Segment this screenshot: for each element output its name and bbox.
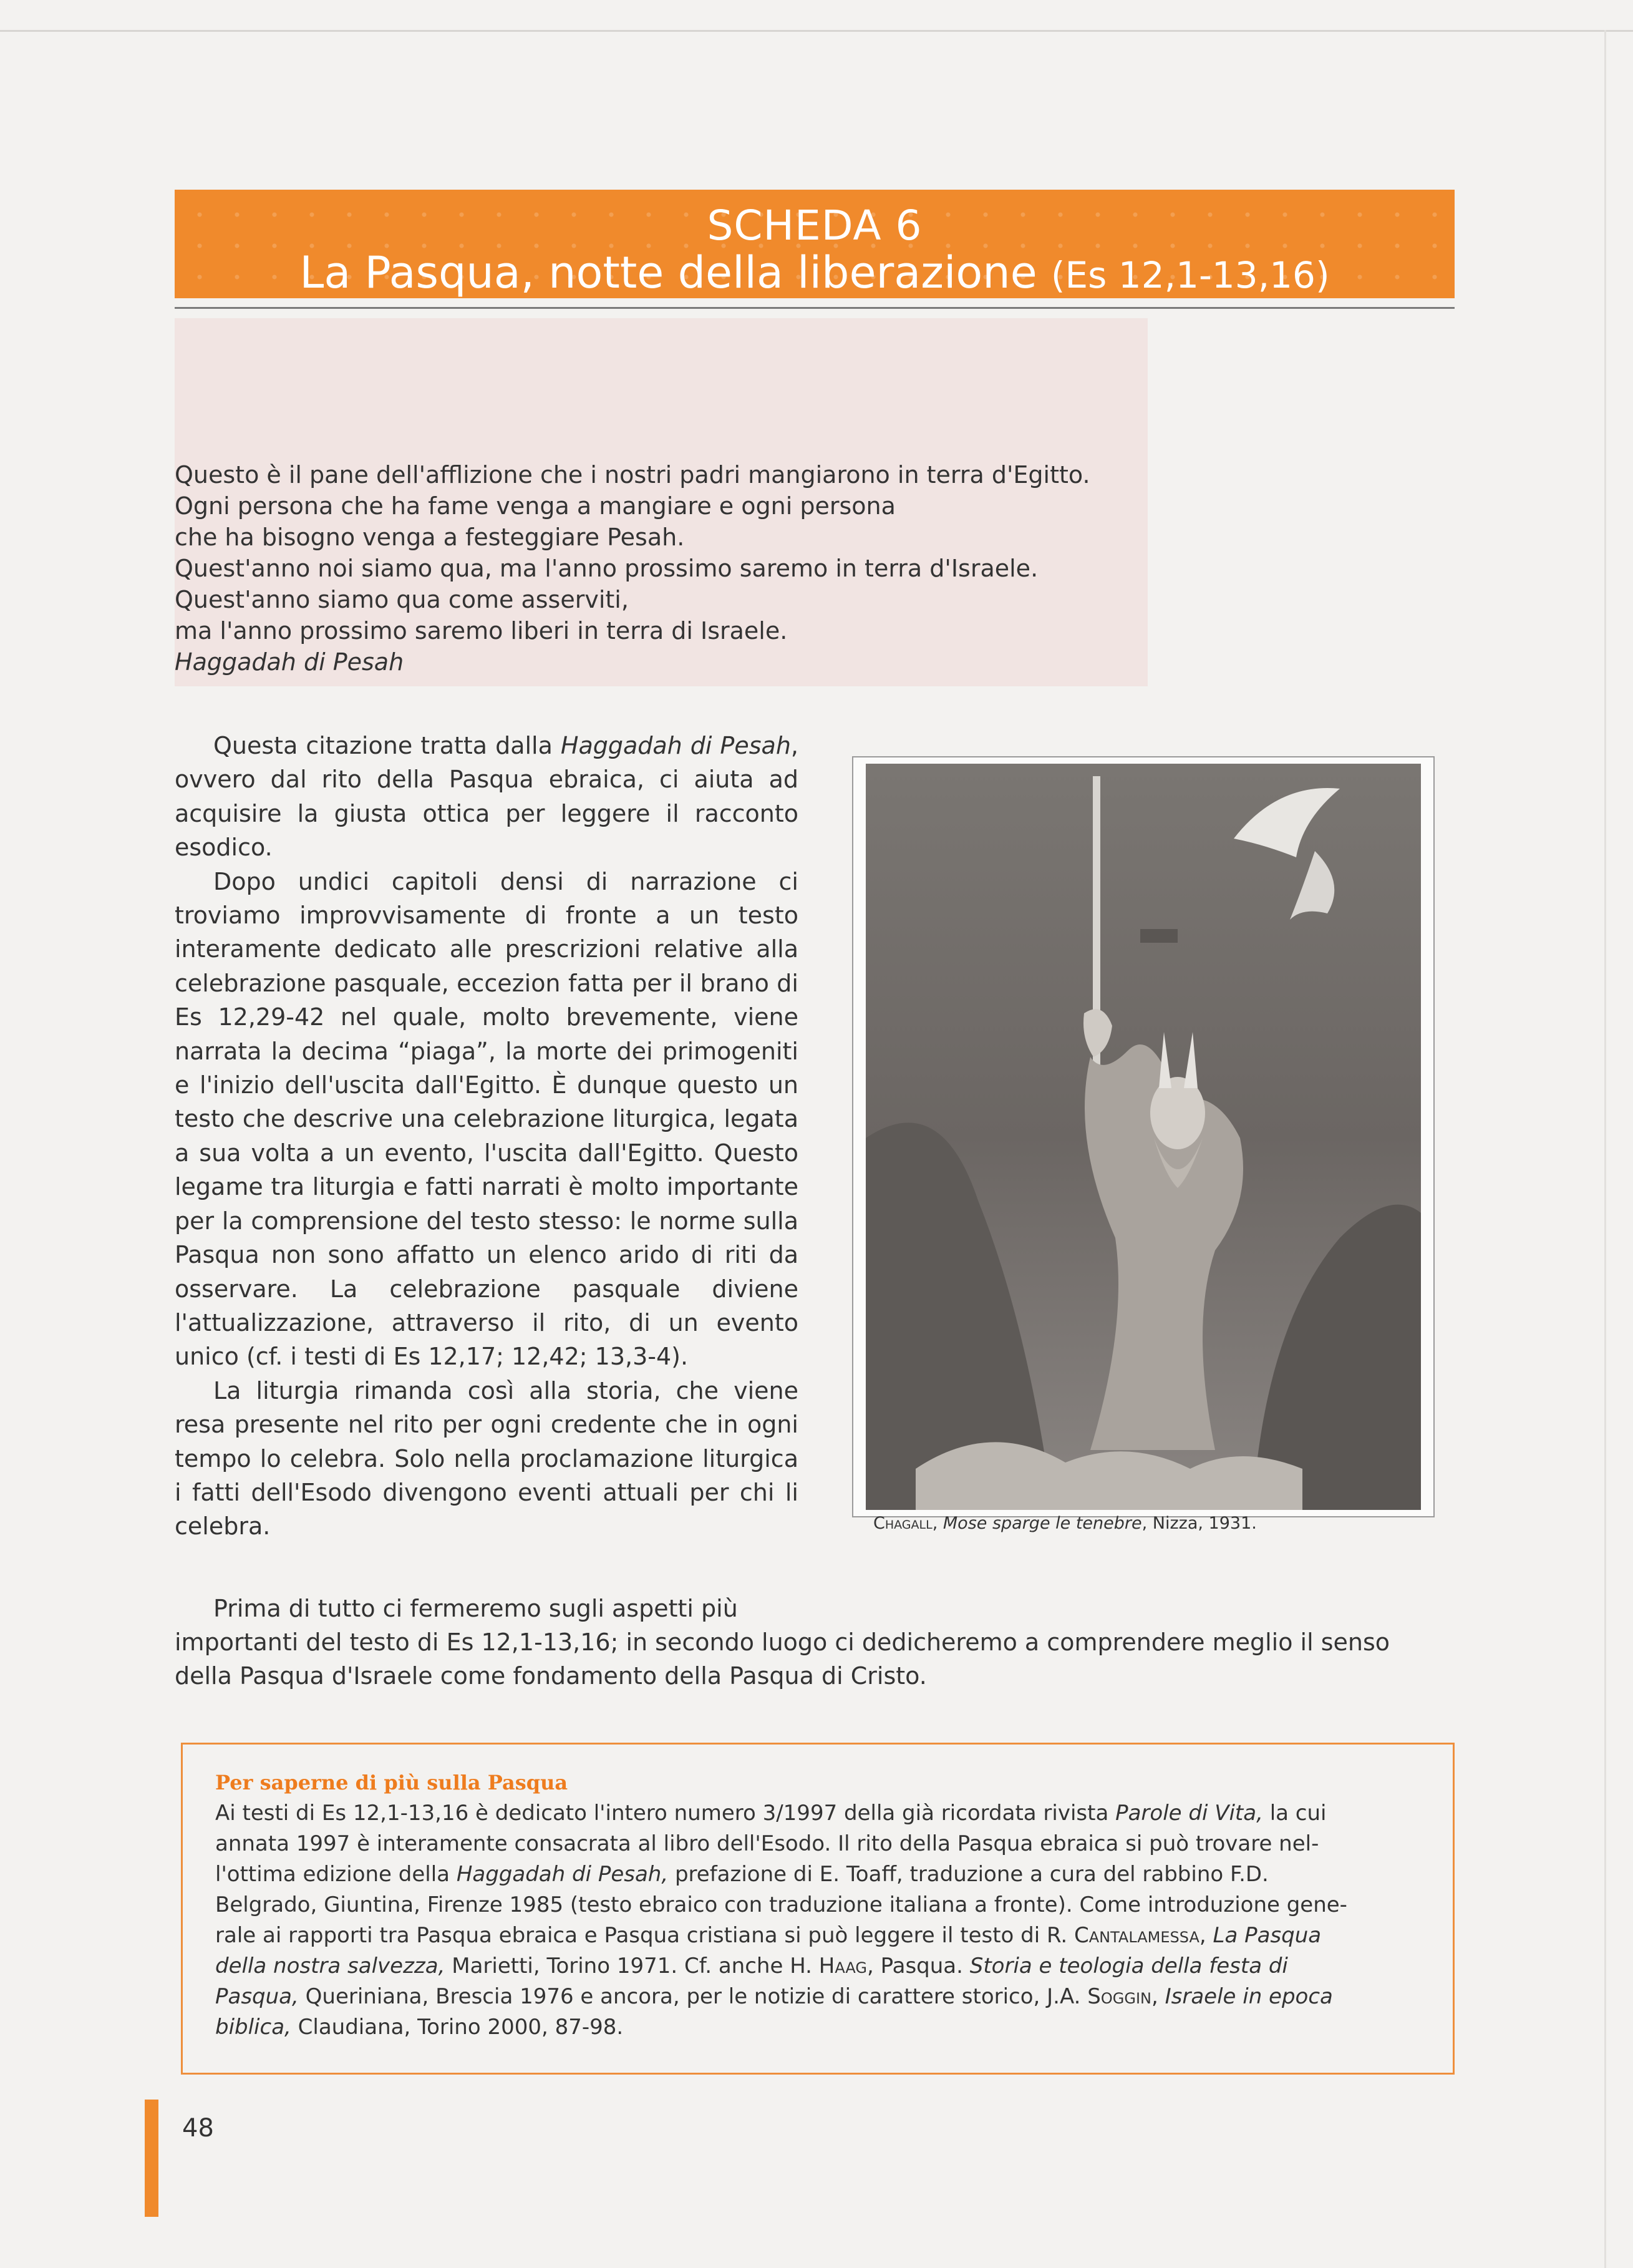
body-continuation [175, 1592, 1460, 1693]
quote-line: Quest'anno noi siamo qua, ma l'anno prossimo saremo in terra d'Israele. [175, 555, 1039, 582]
paragraph-4-line: importanti del testo di Es 12,1-13,16; in secondo luogo ci dedicheremo a comprendere meglio il senso [175, 1628, 1390, 1656]
quote-source: Haggadah di Pesah [175, 648, 404, 676]
scheda-label: SCHEDA 6 [707, 202, 923, 250]
caption-title: Mose sparge le tenebre [942, 1514, 1142, 1533]
box-line [215, 1859, 1425, 1890]
text-emphasis: Pasqua, [215, 1984, 299, 2009]
text-span: Questa citazione tratta dalla [213, 732, 561, 759]
text-emphasis: Parole di Vita, [1115, 1801, 1263, 1826]
further-reading-box [181, 1743, 1455, 2075]
text-span: Queriniana, Brescia 1976 e ancora, per le notizie di carattere storico, J.A. [298, 1984, 1088, 2009]
text-span: rale ai rapporti tra Pasqua ebraica e Pasqua cristiana si può leggere il testo di R. [215, 1923, 1074, 1948]
box-line: annata 1997 è interamente consacrata al libro dell'Esodo. Il rito della Pasqua ebraica si può trovare nel- [215, 1831, 1319, 1856]
title-reference: (Es 12,1-13,16) [1050, 254, 1330, 296]
box-line [215, 2012, 1425, 2043]
text-emphasis: Storia e teologia della festa di [969, 1954, 1288, 1978]
text-span: Claudiana, Torino 2000, 87-98. [291, 2015, 624, 2040]
quote-line: Questo è il pane dell'afflizione che i nostri padri mangiarono in terra d'Egitto. [175, 461, 1090, 489]
paragraph-3: La liturgia rimanda così alla storia, che viene resa presente nel rito per ogni credente che in ogni tempo lo celebra. Solo nella proclamazione liturgica i fatti dell'Esodo divengono eventi attuali per chi li celebra. [175, 1376, 798, 1540]
text-span: Ai testi di Es 12,1-13,16 è dedicato l'intero numero 3/1997 della già ricordata rivista [215, 1801, 1116, 1826]
scan-edge-right [1604, 30, 1606, 2268]
title-text: La Pasqua, notte della liberazione [299, 247, 1051, 298]
paragraph-4-line: Prima di tutto ci fermeremo sugli aspetti più [213, 1595, 738, 1622]
quote-line: Ogni persona che ha fame venga a mangiare e ogni persona [175, 492, 896, 520]
page-number-bar [145, 2100, 158, 2217]
header-band [175, 190, 1455, 298]
text-emphasis: della nostra salvezza, [215, 1954, 445, 1978]
text-span: la cui [1262, 1801, 1327, 1826]
text-span: l'ottima edizione della [215, 1862, 457, 1887]
page-title [175, 248, 1455, 299]
text-smallcaps: Soggin [1087, 1984, 1151, 2009]
text-span: , [1199, 1923, 1213, 1948]
quote-line: ma l'anno prossimo saremo liberi in terra di Israele. [175, 617, 788, 645]
box-line [215, 1798, 1425, 1829]
header-divider [175, 307, 1455, 309]
text-emphasis: La Pasqua [1213, 1923, 1322, 1948]
hebrew-inscription [1140, 929, 1178, 943]
text-emphasis: Israele in epoca [1165, 1984, 1333, 2009]
text-span: Marietti, Torino 1971. Cf. anche H. [445, 1954, 819, 1978]
text-span: , Pasqua. [867, 1954, 970, 1978]
text-span: prefazione di E. Toaff, traduzione a cura del rabbino F.D. [668, 1862, 1269, 1887]
text-smallcaps: Cantalamessa [1074, 1923, 1199, 1948]
text-smallcaps: Haag [818, 1954, 868, 1978]
text-emphasis: Haggadah di Pesah, [456, 1862, 669, 1887]
figure-caption: Chagall, Mose sparge le tenebre, Nizza, 1931. [873, 1514, 1257, 1533]
paragraph-4-line: della Pasqua d'Israele come fondamento della Pasqua di Cristo. [175, 1662, 927, 1690]
box-line [215, 1951, 1425, 1982]
text-emphasis: biblica, [215, 2015, 291, 2040]
box-title: Per saperne di più sulla Pasqua [215, 1771, 568, 1794]
body-column [175, 729, 798, 1544]
page-number: 48 [182, 2114, 214, 2143]
paragraph-1 [175, 729, 798, 865]
text-emphasis: Haggadah di Pesah [560, 732, 791, 759]
caption-location: , Nizza, 1931. [1141, 1514, 1257, 1533]
epigraph-quote [175, 459, 1235, 678]
text-span: , ovvero dal rito della Pasqua ebraica, ci aiuta ad acquisire la giusta ottica per leggere il racconto esodico. [175, 732, 798, 862]
chagall-artwork [866, 764, 1421, 1510]
paragraph-2: Dopo undici capitoli densi di narrazione ci troviamo improvvisamente di fronte a un testo interamente dedicato alle prescrizioni relative alla celebrazione pasquale, eccezion fatta per il brano di Es 12,29-42 nel quale, molto brevemente, viene narrata la decima “piaga”, la morte dei primogeniti e l'inizio dell'uscita dall'Egitto. È dunque questo un testo che descrive una celebrazione liturgica, legata a sua volta a un evento, l'uscita dall'Egitto. Questo legame tra liturgia e fatti narrati è molto importante per la comprensione del testo stesso: le norme sulla Pasqua non sono affatto un elenco arido di riti da osservare. La celebrazione pasquale diviene l'attualizzazione, attraverso il rito, di un evento unico (cf. i testi di Es 12,17; 12,42; 13,3-4). [175, 867, 798, 1371]
quote-line: Quest'anno siamo qua come asserviti, [175, 586, 629, 613]
text-span: , [1151, 1984, 1165, 2009]
caption-author: Chagall [873, 1514, 933, 1533]
box-text [215, 1798, 1425, 2043]
scan-edge-top [0, 30, 1633, 32]
quote-line: che ha bisogno venga a festeggiare Pesah. [175, 523, 685, 551]
box-line [215, 1920, 1425, 1951]
artwork-frame [852, 756, 1435, 1517]
box-line: Belgrado, Giuntina, Firenze 1985 (testo ebraico con traduzione italiana a fronte). Come introduzione gene- [215, 1892, 1347, 1917]
box-line [215, 1982, 1425, 2012]
